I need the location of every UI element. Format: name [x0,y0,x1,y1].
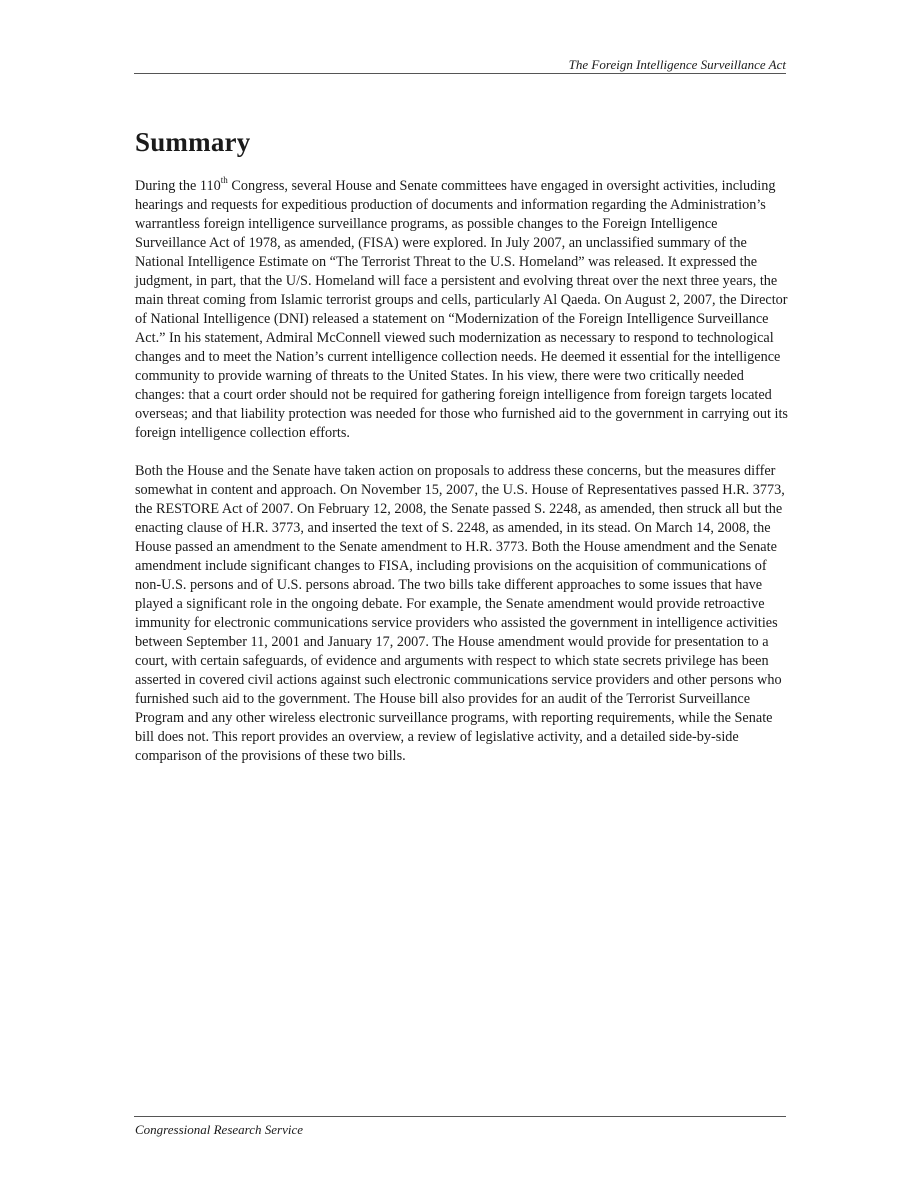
running-title: The Foreign Intelligence Surveillance Act [568,57,786,72]
section-heading: Summary [135,127,251,157]
p1-text-start: During the 110 [135,178,221,194]
p1-text-rest: Congress, several House and Senate committees have engaged in oversight activities, including hearings and requests for expeditious production of documents and information regarding the Administration’s warrantless foreign intelligence surveillance programs, as possible changes to the Foreign Intelligence Surveillance Act of 1978, as amended, (FISA) were explored. In July 2007, an unclassified summary of the National Intelligence Estimate on “The Terrorist Threat to the U.S. Homeland” was released. It expressed the judgment, in part, that the U/S. Homeland will face a persistent and evolving threat over the next three years, the main threat coming from Islamic terrorist groups and cells, particularly Al Qaeda. On August 2, 2007, the Director of National Intelligence (DNI) released a statement on “Modernization of the Foreign Intelligence Surveillance Act.” In his statement, Admiral McConnell viewed such modernization as necessary to respond to technological changes and to meet the Nation’s current intelligence collection needs. He deemed it essential for the intelligence community to provide warning of threats to the United States. In his view, there were two critically needed changes: that a court order should not be required for gathering foreign intelligence from foreign targets located overseas; and that liability protection was needed for those who furnished aid to the government in carrying out its foreign intelligence collection efforts. [135,178,788,441]
summary-paragraph-1 [135,177,790,443]
ordinal-superscript: th [220,175,228,186]
page-footer [134,1116,786,1138]
summary-paragraph-2: Both the House and the Senate have taken action on proposals to address these concerns, but the measures differ somewhat in content and approach. On November 15, 2007, the U.S. House of Representatives passed H.R. 3773, the RESTORE Act of 2007. On February 12, 2008, the Senate passed S. 2248, as amended, then struck all but the enacting clause of H.R. 3773, and inserted the text of S. 2248, as amended, in its stead. On March 14, 2008, the House passed an amendment to the Senate amendment to H.R. 3773. Both the House amendment and the Senate amendment include significant changes to FISA, including provisions on the acquisition of communications of non-U.S. persons and of U.S. persons abroad. The two bills take different approaches to some issues that have played a significant role in the ongoing debate. For example, the Senate amendment would provide retroactive immunity for electronic communications service providers who assisted the government in intelligence activities between September 11, 2001 and January 17, 2007. The House amendment would provide for presentation to a court, with certain safeguards, of evidence and arguments with respect to which state secrets privilege has been asserted in covered civil actions against such electronic communications service providers and other persons who furnished such aid to the government. The House bill also provides for an audit of the Terrorist Surveillance Program and any other wireless electronic surveillance programs, with reporting requirements, while the Senate bill does not. This report provides an overview, a review of legislative activity, and a detailed side-by-side comparison of the provisions of these two bills. [135,463,785,764]
footer-publisher: Congressional Research Service [135,1122,303,1137]
summary-body [135,177,790,785]
page-header [134,56,786,74]
